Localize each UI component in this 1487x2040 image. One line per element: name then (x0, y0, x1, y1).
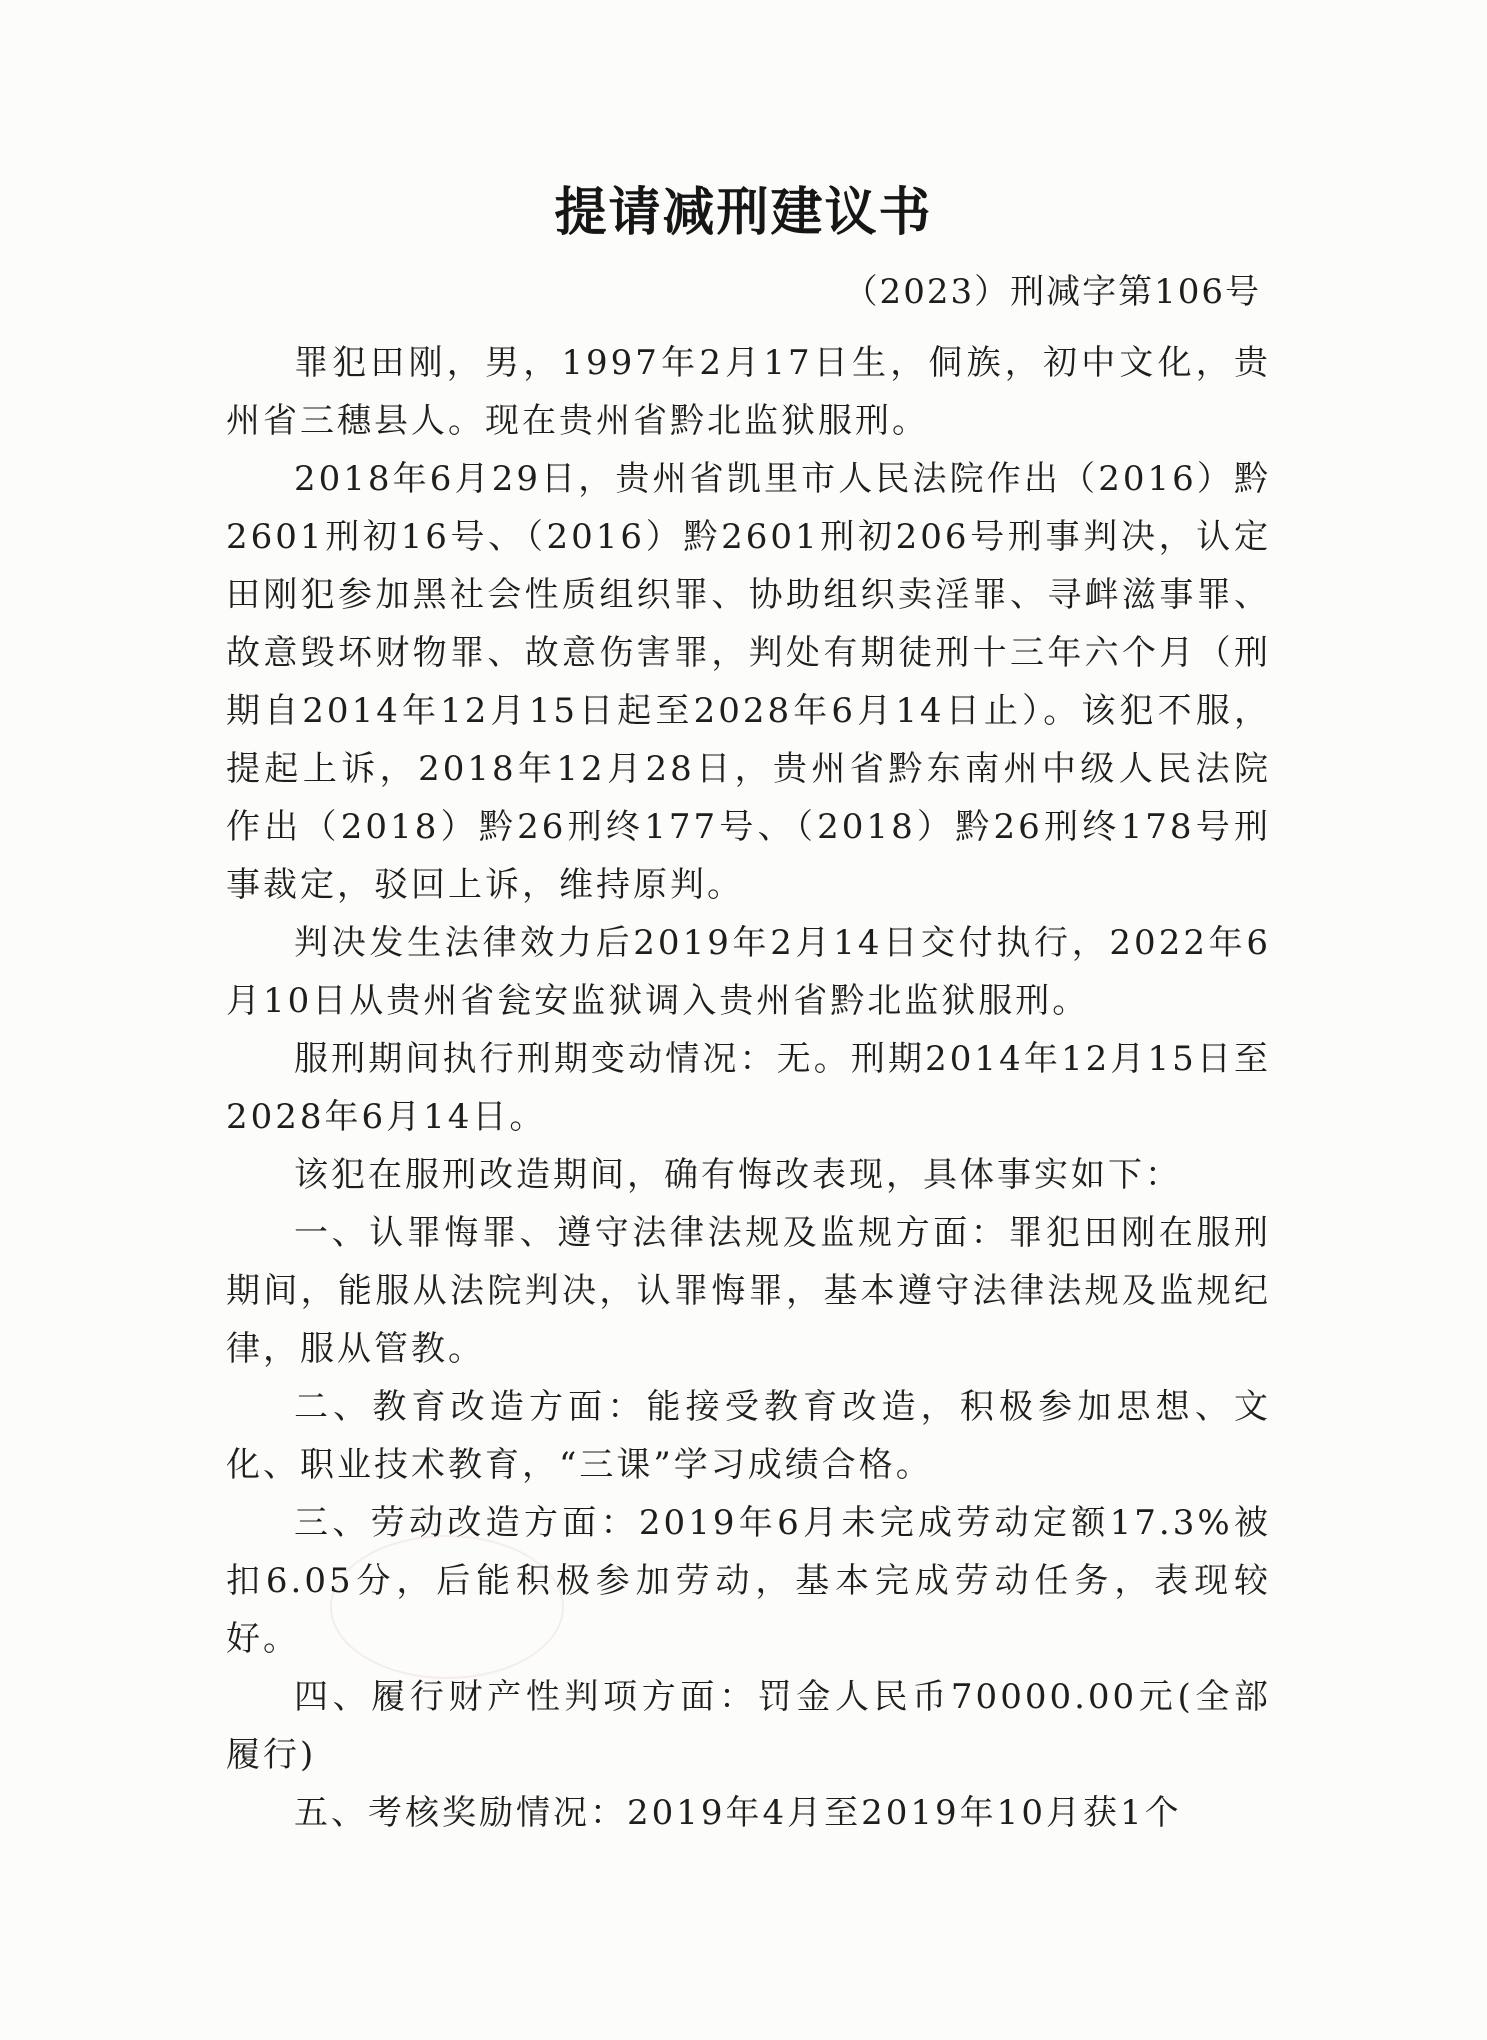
paragraph-execution: 判决发生法律效力后2019年2月14日交付执行，2022年6月10日从贵州省瓮安监狱调入贵州省黔北监狱服刑。 (226, 923, 1271, 1021)
paragraph-item-1: 一、认罪悔罪、遵守法律法规及监规方面：罪犯田刚在服刑期间，能服从法院判决，认罪悔罪，基本遵守法律法规及监规纪律，服从管教。 (226, 1213, 1271, 1369)
paragraph-item-3: 三、劳动改造方面：2019年6月未完成劳动定额17.3%被扣6.05分，后能积极参加劳动，基本完成劳动任务，表现较好。 (226, 1503, 1271, 1659)
paragraph-criminal-info: 罪犯田刚，男，1997年2月17日生，侗族，初中文化，贵州省三穗县人。现在贵州省黔北监狱服刑。 (226, 343, 1271, 441)
document-title: 提请减刑建议书 (554, 182, 933, 243)
paragraph-item-2: 二、教育改造方面：能接受教育改造，积极参加思想、文化、职业技术教育，“三课”学习成绩合格。 (226, 1387, 1271, 1485)
document-body (226, 334, 1271, 1842)
paragraph-item-4: 四、履行财产性判项方面：罚金人民币70000.00元(全部履行) (226, 1677, 1271, 1775)
paragraph-repentance-intro: 该犯在服刑改造期间，确有悔改表现，具体事实如下： (294, 1155, 1182, 1195)
document-number: （2023）刑减字第106号 (843, 272, 1261, 312)
paragraph-judgment: 2018年6月29日，贵州省凯里市人民法院作出（2016）黔2601刑初16号、（2016）黔2601刑初206号刑事判决，认定田刚犯参加黑社会性质组织罪、协助组织卖淫罪、寻衅滋事罪、故意毁坏财物罪、故意伤害罪，判处有期徒刑十三年六个月（刑期自2014年12月15日起至2028年6月14日止）。该犯不服，提起上诉，2018年12月28日，贵州省黔东南州中级人民法院作出（2018）黔26刑终177号、（2018）黔26刑终178号刑事裁定，驳回上诉，维持原判。 (226, 459, 1271, 905)
paragraph-item-5: 五、考核奖励情况：2019年4月至2019年10月获1个 (294, 1793, 1182, 1833)
paragraph-sentence-change: 服刑期间执行刑期变动情况：无。刑期2014年12月15日至2028年6月14日。 (226, 1039, 1271, 1137)
